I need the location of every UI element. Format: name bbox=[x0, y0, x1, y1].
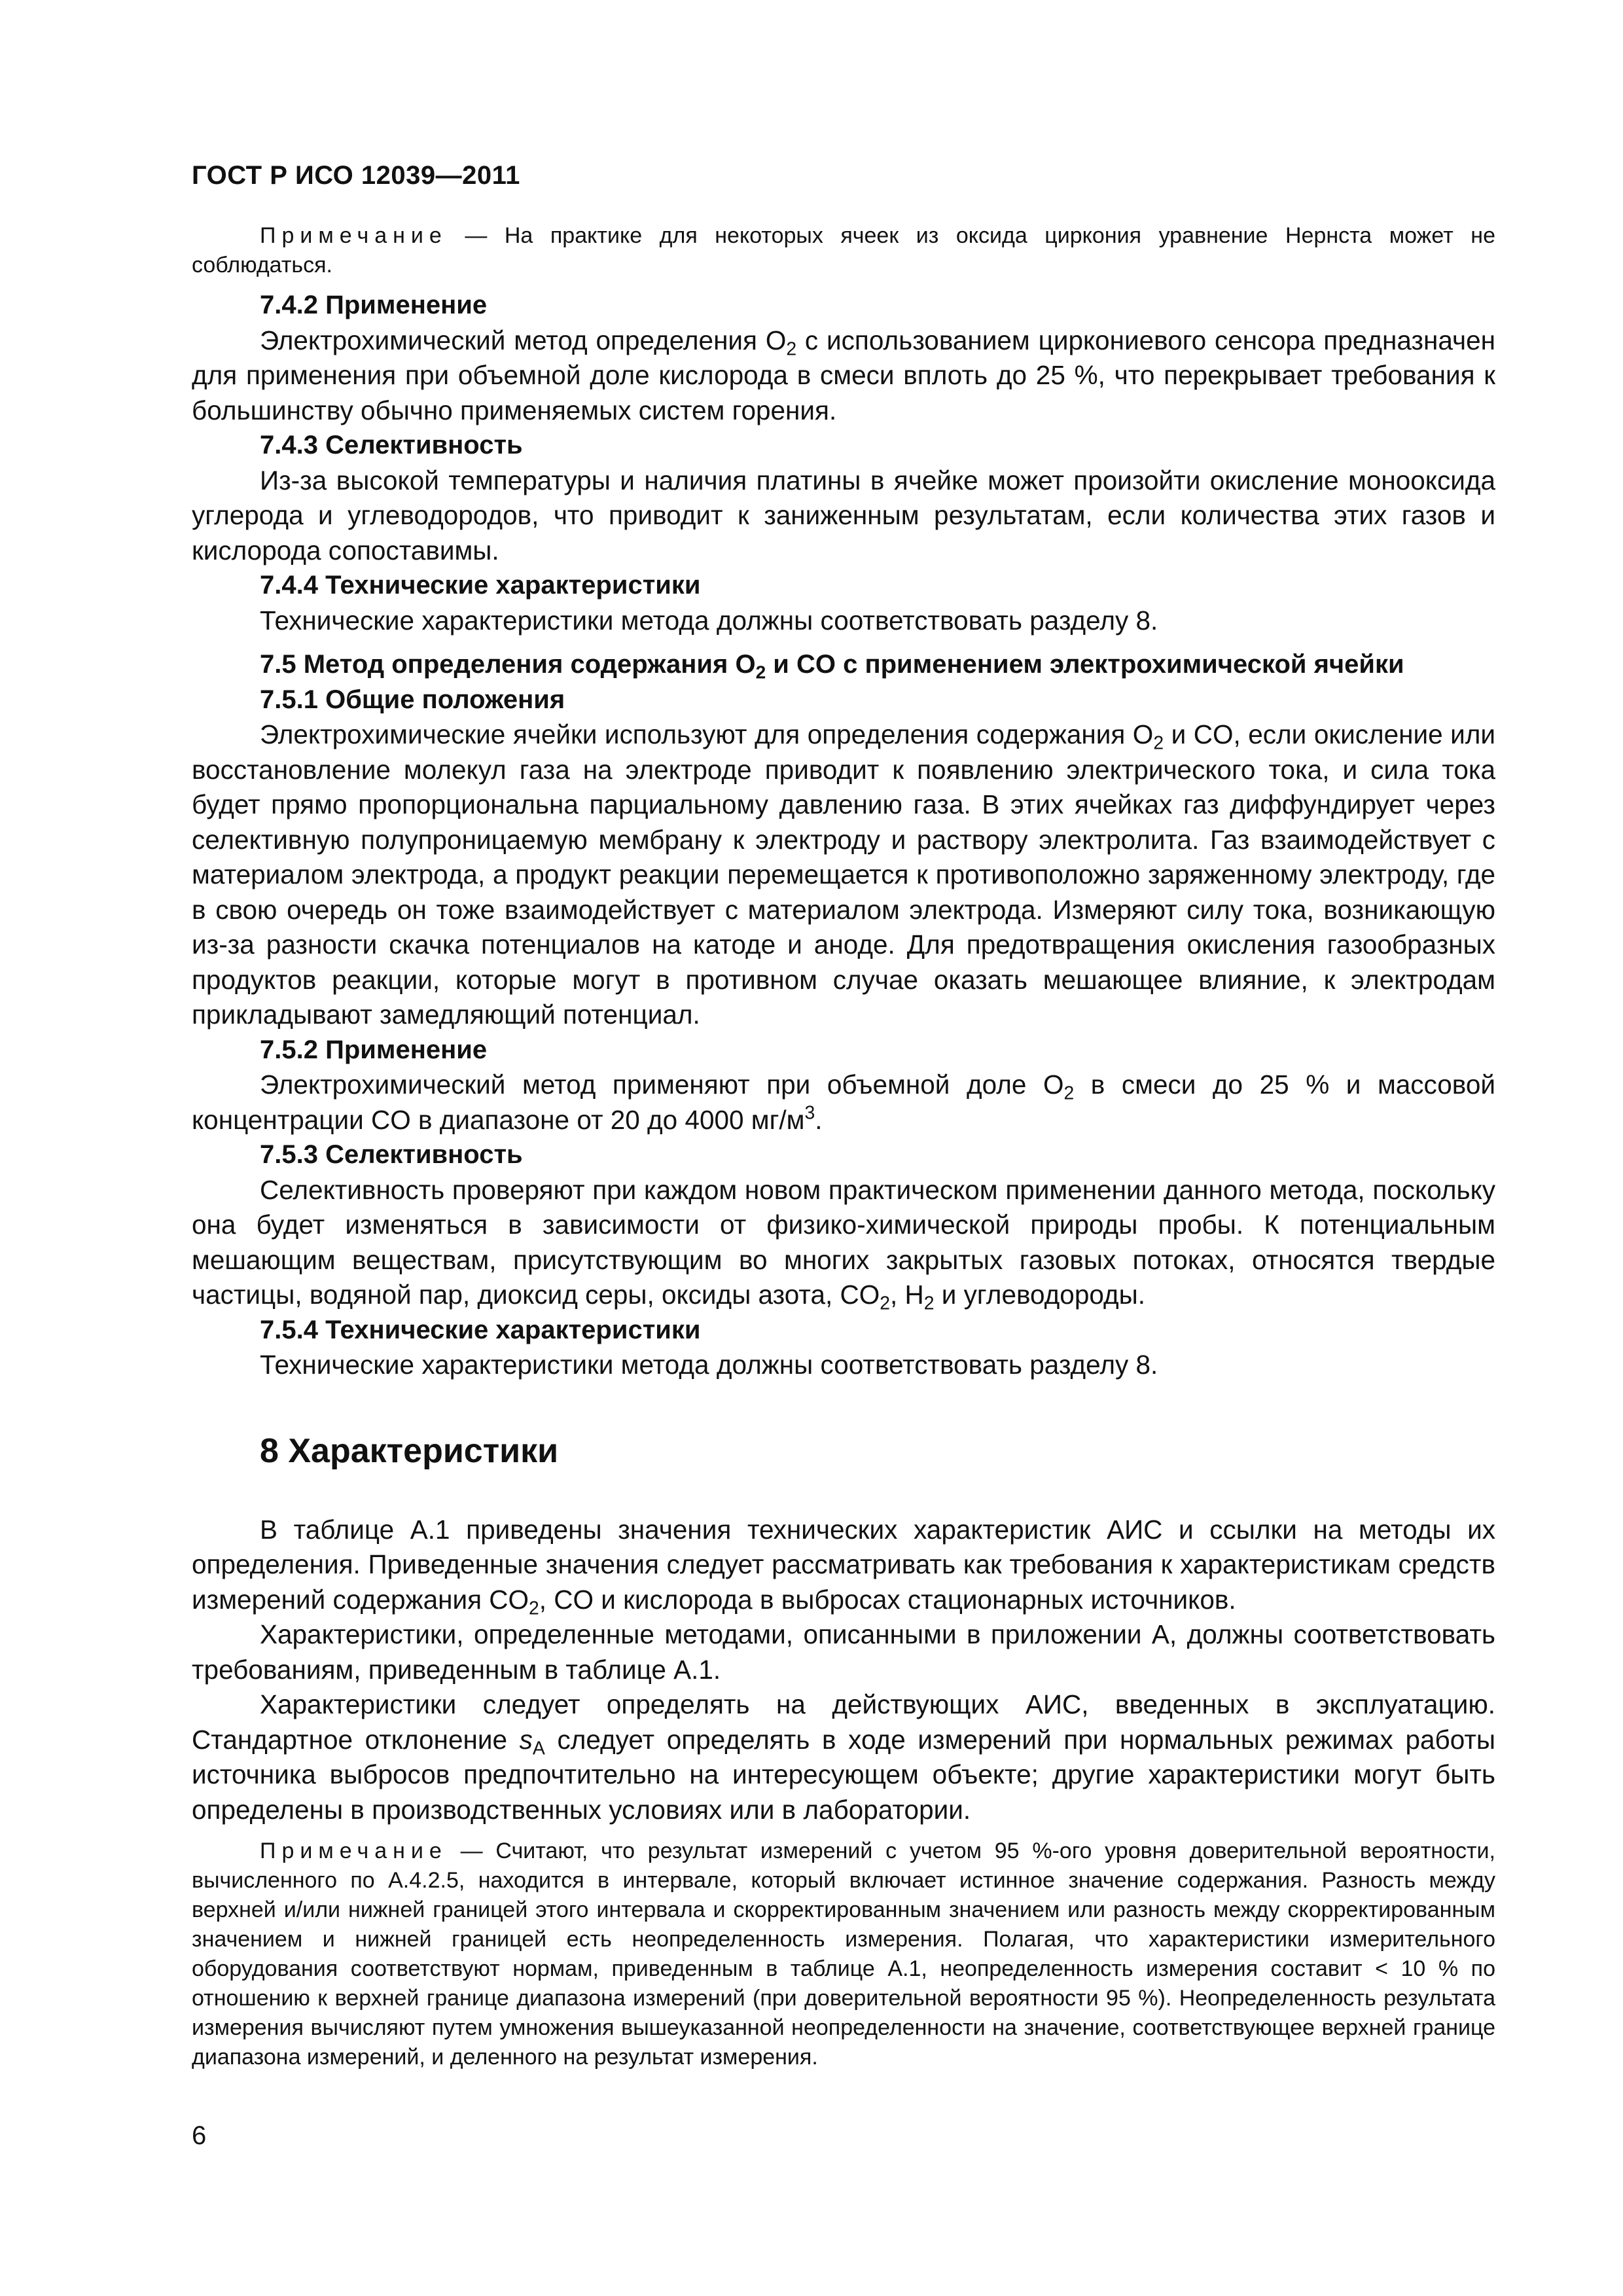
paragraph-8-1: В таблице A.1 приведены значения технических характеристик АИС и ссылки на методы их определения. Приведенные значения следует рассматривать как требования к характеристикам средств измерений содержания $CO_2$, CO и кислорода в выбросах стационарных источников. bbox=[192, 1514, 1495, 1619]
heading-7-4-3: 7.4.3 Селективность bbox=[260, 431, 523, 459]
paragraph-7-4-3: Из-за высокой температуры и наличия платины в ячейке может произойти окисление монооксида углерода и углеводородов, что приводит к заниженным результатам, если количества этих газов и кислорода сопоставимы. bbox=[192, 465, 1495, 565]
heading-7-5: 7.5 Метод определения содержания $O_2$ и CO с применением электрохимической ячейки bbox=[260, 650, 1404, 683]
heading-section-8: 8 Характеристики bbox=[260, 1431, 559, 1470]
paragraph-7-5-2: Электрохимический метод применяют при объемной доле $O_2$ в смеси до 25 % и массовой концентрации CO в диапазоне от 20 до 4000 $мг/м^3$. bbox=[192, 1069, 1495, 1135]
note-text: — На практике для некоторых ячеек из оксида циркония уравнение Нернста может не соблюдаться. bbox=[192, 223, 1495, 278]
paragraph-7-5-1: Электрохимические ячейки используют для определения содержания $O_2$ и CO, если окисление или восстановление молекул газа на электроде приводит к появлению электрического тока, и сила тока будет прямо пропорциональна парциальному давлению газа. В этих ячейках газ диффундирует через селективную полупроницаемую мембрану к электроду и раствору электролита. Газ взаимодействует с материалом электрода, а продукт реакции перемещается к противоположно заряженному электроду, где в свою очередь он тоже взаимодействует с материалом электрода. Измеряют силу тока, возникающую из-за разности скачка потенциалов на катоде и аноде. Для предотвращения окисления газообразных продуктов реакции, которые могут в противном случае оказать мешающее влияние, к электродам прикладывают замедляющий потенциал. bbox=[192, 719, 1496, 1030]
page-number: 6 bbox=[192, 2121, 207, 2150]
paragraph-7-5-3: Селективность проверяют при каждом новом практическом применении данного метода, поскольку она будет изменяться в зависимости от физико-химической природы пробы. К потенциальным мешающим веществам, присутствующим во многих закрытых газовых потоках, относятся твердые частицы, водяной пар, диоксид серы, оксиды азота, $CO_2$, $H_2$ и углеводороды. bbox=[192, 1174, 1495, 1314]
page-content bbox=[192, 221, 1495, 2072]
note-paragraph bbox=[192, 1837, 1495, 2072]
paragraph-7-4-2: Электрохимический метод определения $O_2$ с использованием циркониевого сенсора предназначен для применения при объемной доле кислорода в смеси вплоть до 25 %, что перекрывает требования к большинству обычно применяемых систем горения. bbox=[192, 325, 1495, 425]
heading-7-5-1: 7.5.1 Общие положения bbox=[260, 685, 565, 714]
heading-7-4-2: 7.4.2 Применение bbox=[260, 291, 488, 319]
heading-7-4-4: 7.4.4 Технические характеристики bbox=[260, 571, 701, 600]
paragraph-7-4-4: Технические характеристики метода должны соответствовать разделу 8. bbox=[260, 605, 1158, 636]
paragraph-8-3: Характеристики следует определять на действующих АИС, введенных в эксплуатацию. Стандартное отклонение $s_A$ следует определять в ходе измерений при нормальных режимах работы источника выбросов предпочтительно на интересующем объекте; другие характеристики могут быть определены в производственных условиях или в лаборатории. bbox=[192, 1689, 1495, 1825]
heading-7-5-3: 7.5.3 Селективность bbox=[260, 1140, 523, 1169]
heading-7-5-4: 7.5.4 Технические характеристики bbox=[260, 1315, 701, 1344]
note-label: Примечание bbox=[260, 1839, 448, 1863]
paragraph-8-2: Характеристики, определенные методами, описанными в приложении A, должны соответствовать требованиям, приведенным в таблице A.1. bbox=[192, 1619, 1495, 1685]
note-text: — Считают, что результат измерений с учетом 95 %-ого уровня доверительной вероятности, вычисленного по A.4.2.5, находится в интервале, который включает истинное значение содержания. Разность между верхней и/или нижней границей этого интервала и скорректированным значением или разность между скорректированным значением и нижней границей есть неопределенность измерения. Полагая, что характеристики измерительного оборудования соответствуют нормам, приведенным в таблице A.1, неопределенность измерения составит < 10 % по отношению к верхней границе диапазона измерений (при доверительной вероятности 95 %). Неопределенность результата измерения вычисляют путем умножения вышеуказанной неопределенности на значение, соответствующее верхней границе диапазона измерений, и деленного на результат измерения. bbox=[192, 1839, 1495, 2070]
note-label: Примечание bbox=[260, 223, 448, 248]
heading-7-5-2: 7.5.2 Применение bbox=[260, 1035, 488, 1064]
paragraph-7-5-4: Технические характеристики метода должны соответствовать разделу 8. bbox=[260, 1350, 1158, 1380]
note-paragraph bbox=[192, 221, 1495, 280]
page-header: ГОСТ Р ИСО 12039—2011 bbox=[192, 161, 520, 190]
